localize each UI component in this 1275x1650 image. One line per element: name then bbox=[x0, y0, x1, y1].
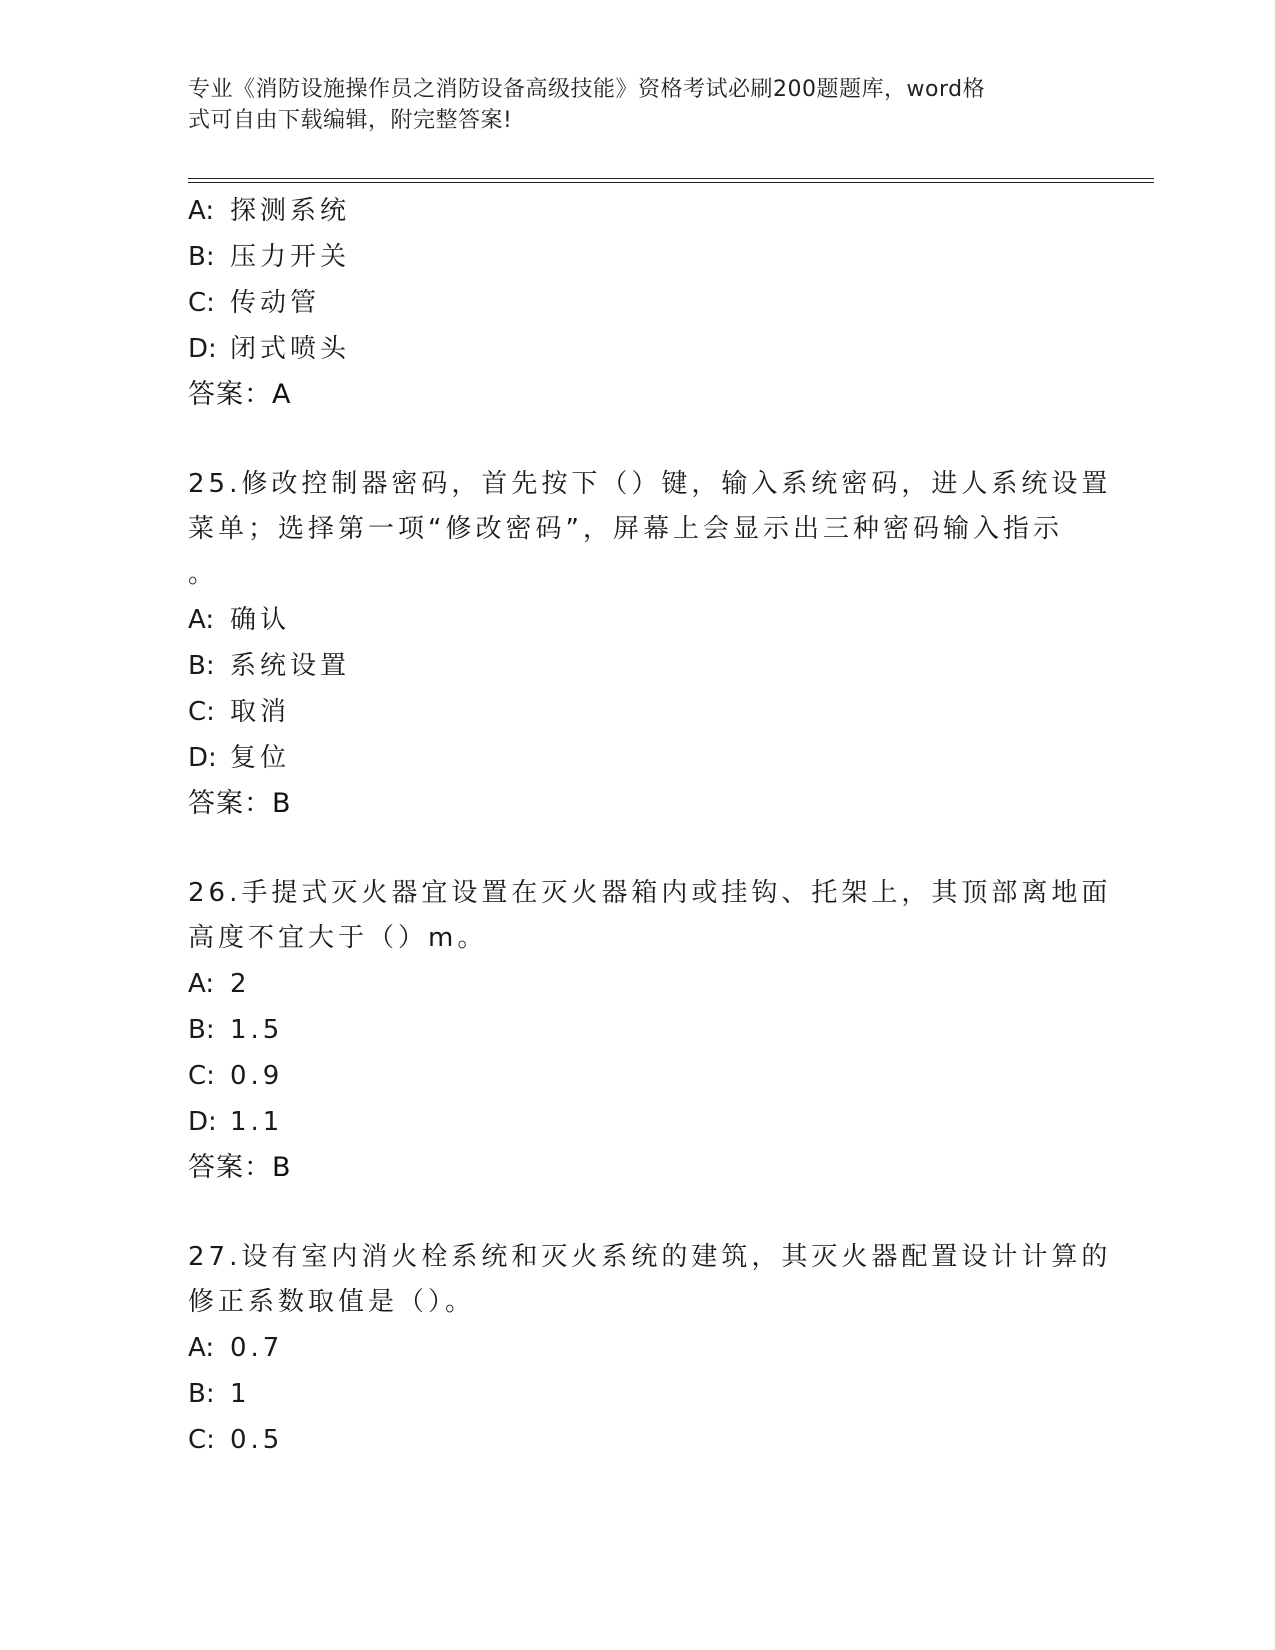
option-text: 0.5 bbox=[230, 1425, 284, 1455]
option-d bbox=[188, 1099, 1088, 1145]
option-text: 确认 bbox=[230, 605, 291, 635]
option-d bbox=[188, 735, 1088, 781]
option-a bbox=[188, 961, 1088, 1007]
option-letter: B: bbox=[188, 1015, 215, 1045]
answer-line: 答案：B bbox=[188, 788, 292, 819]
option-text: 复位 bbox=[230, 743, 291, 773]
option-letter: C: bbox=[188, 697, 215, 727]
option-b bbox=[188, 1007, 1088, 1053]
answer-line: 答案：A bbox=[188, 379, 292, 410]
option-a bbox=[188, 597, 1088, 643]
option-letter: C: bbox=[188, 1061, 215, 1091]
option-text: 传动管 bbox=[230, 288, 321, 318]
option-text: 1 bbox=[230, 1379, 251, 1409]
question-25 bbox=[188, 462, 1112, 827]
option-letter: A: bbox=[188, 196, 215, 226]
option-d bbox=[188, 326, 1088, 372]
option-c bbox=[188, 1417, 1088, 1463]
question-text-line: 27.设有室内消火栓系统和灭火系统的建筑，其灭火器配置设计计算的 bbox=[188, 1242, 1112, 1272]
option-letter: D: bbox=[188, 334, 217, 364]
header-divider-top bbox=[188, 178, 1154, 179]
option-a bbox=[188, 188, 1088, 234]
option-a bbox=[188, 1325, 1088, 1371]
answer-line: 答案：B bbox=[188, 1152, 292, 1183]
option-letter: B: bbox=[188, 1379, 215, 1409]
option-text: 探测系统 bbox=[230, 196, 351, 226]
option-text: 系统设置 bbox=[230, 651, 351, 681]
header-line-1: 专业《消防设施操作员之消防设备高级技能》资格考试必刷200题题库，word格 bbox=[188, 77, 986, 102]
question-text-line: 25.修改控制器密码，首先按下（）键，输入系统密码，进人系统设置 bbox=[188, 469, 1112, 499]
option-letter: B: bbox=[188, 651, 215, 681]
option-text: 1.1 bbox=[230, 1107, 284, 1137]
option-c bbox=[188, 689, 1088, 735]
option-b bbox=[188, 234, 1088, 280]
option-c bbox=[188, 280, 1088, 326]
option-text: 0.9 bbox=[230, 1061, 284, 1091]
option-letter: D: bbox=[188, 743, 217, 773]
option-letter: A: bbox=[188, 605, 215, 635]
option-letter: D: bbox=[188, 1107, 217, 1137]
question-text-line: 。 bbox=[188, 559, 219, 589]
question-text-line: 菜单；选择第一项“修改密码”，屏幕上会显示出三种密码输入指示 bbox=[188, 514, 1063, 544]
header-divider-bottom bbox=[188, 182, 1154, 183]
option-letter: C: bbox=[188, 1425, 215, 1455]
option-b bbox=[188, 1371, 1088, 1417]
option-text: 1.5 bbox=[230, 1015, 284, 1045]
question-27 bbox=[188, 1235, 1112, 1463]
option-letter: A: bbox=[188, 1333, 215, 1363]
option-b bbox=[188, 643, 1088, 689]
header-line-2: 式可自由下载编辑，附完整答案! bbox=[188, 108, 513, 133]
option-letter: C: bbox=[188, 288, 215, 318]
option-text: 2 bbox=[230, 969, 251, 999]
option-letter: A: bbox=[188, 969, 215, 999]
option-text: 0.7 bbox=[230, 1333, 284, 1363]
document-header bbox=[188, 74, 1068, 136]
question-text-line: 高度不宜大于（）m。 bbox=[188, 923, 488, 953]
option-text: 压力开关 bbox=[230, 242, 351, 272]
question-26 bbox=[188, 871, 1112, 1191]
option-text: 闭式喷头 bbox=[230, 334, 351, 364]
question-list bbox=[188, 188, 1112, 1463]
option-text: 取消 bbox=[230, 697, 291, 727]
question-text-line: 修正系数取值是（）。 bbox=[188, 1287, 476, 1317]
option-c bbox=[188, 1053, 1088, 1099]
question-24 bbox=[188, 188, 1088, 418]
option-letter: B: bbox=[188, 242, 215, 272]
question-text-line: 26.手提式灭火器宜设置在灭火器箱内或挂钩、托架上，其顶部离地面 bbox=[188, 878, 1112, 908]
